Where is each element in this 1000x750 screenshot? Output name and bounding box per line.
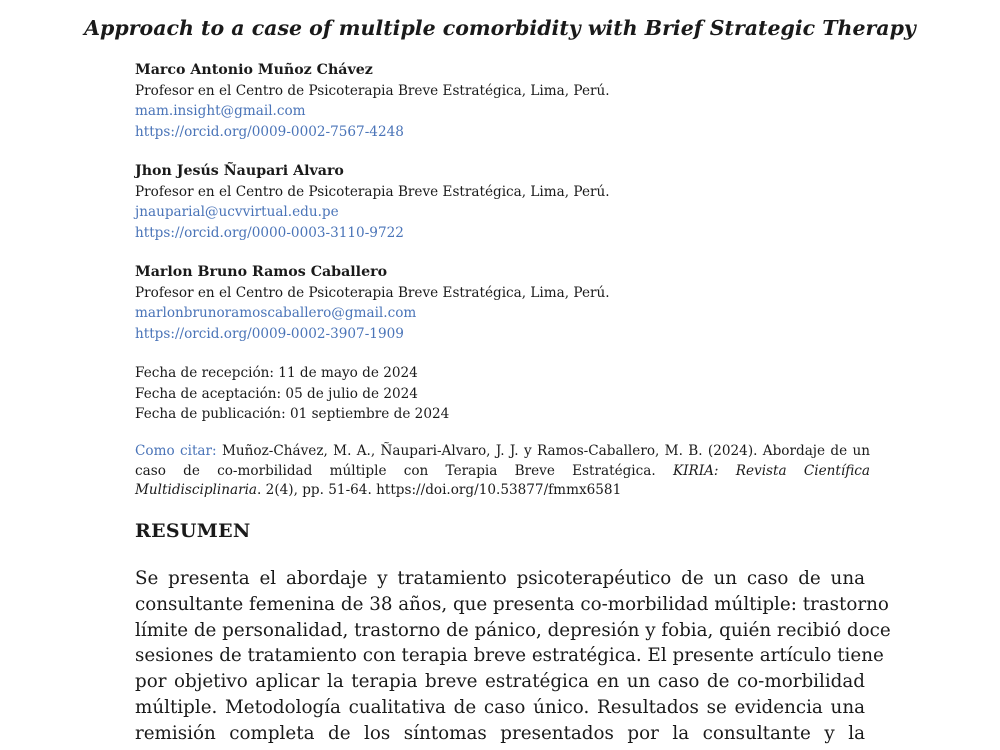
abstract-line: sesiones de tratamiento con terapia breve estratégica. El presente artículo tiene (135, 645, 884, 667)
author-affiliation: Profesor en el Centro de Psicoterapia Breve Estratégica, Lima, Perú. (135, 284, 610, 301)
abstract-body (135, 566, 891, 747)
author-name: Jhon Jesús Ñaupari Alvaro (135, 163, 344, 179)
author-name: Marlon Bruno Ramos Caballero (135, 264, 388, 280)
author-affiliation: Profesor en el Centro de Psicoterapia Breve Estratégica, Lima, Perú. (135, 183, 610, 200)
author-orcid-link[interactable]: https://orcid.org/0009-0002-3907-1909 (135, 325, 404, 342)
abstract-heading: RESUMEN (135, 520, 251, 542)
author-affiliation: Profesor en el Centro de Psicoterapia Breve Estratégica, Lima, Perú. (135, 82, 610, 99)
received-date: Fecha de recepción: 11 de mayo de 2024 (135, 365, 418, 381)
author-block-3 (135, 262, 870, 344)
abstract-line: límite de personalidad, trastorno de pánico, depresión y fobia, quién recibió doce (135, 619, 891, 641)
article-title: Approach to a case of multiple comorbidity with Brief Strategic Therapy (84, 16, 916, 40)
author-email-link[interactable]: jnauparial@ucvvirtual.edu.pe (135, 204, 339, 220)
abstract-line: remisión completa de los síntomas presentados por la consultante y la (135, 722, 865, 744)
author-orcid-link[interactable]: https://orcid.org/0009-0002-7567-4248 (135, 123, 404, 140)
abstract-line: consultante femenina de 38 años, que presenta co-morbilidad múltiple: trastorno (135, 593, 889, 615)
dates-block (135, 363, 870, 425)
citation-block (135, 442, 870, 501)
author-block-2 (135, 161, 870, 243)
citation-text: Muñoz-Chávez, M. A., Ñaupari-Alvaro, J. J. y Ramos-Caballero, M. B. (2024). Abordaje de un caso de co-morbilidad múltiple con Terapia Breve Estratégica. (135, 443, 870, 479)
abstract-line: por objetivo aplicar la terapia breve estratégica en un caso de co-morbilidad (135, 671, 865, 693)
citation-journal: KIRIA: Revista Científica Multidisciplinaria (135, 462, 870, 498)
author-orcid-link[interactable]: https://orcid.org/0000-0003-3110-9722 (135, 224, 404, 241)
accepted-date: Fecha de aceptación: 05 de julio de 2024 (135, 385, 418, 402)
abstract-line: Se presenta el abordaje y tratamiento psicoterapéutico de un caso de una (135, 568, 865, 589)
author-email-link[interactable]: marlonbrunoramoscaballero@gmail.com (135, 305, 417, 321)
abstract-line: múltiple. Metodología cualitativa de caso único. Resultados se evidencia una (135, 696, 865, 718)
author-block-1 (135, 60, 870, 142)
citation-doi: . 2(4), pp. 51-64. https://doi.org/10.53877/fmmx6581 (257, 482, 622, 498)
published-date: Fecha de publicación: 01 septiembre de 2024 (135, 406, 450, 422)
author-name: Marco Antonio Muñoz Chávez (135, 62, 373, 78)
author-email-link[interactable]: mam.insight@gmail.com (135, 103, 306, 119)
citation-label: Como citar: (135, 443, 217, 459)
